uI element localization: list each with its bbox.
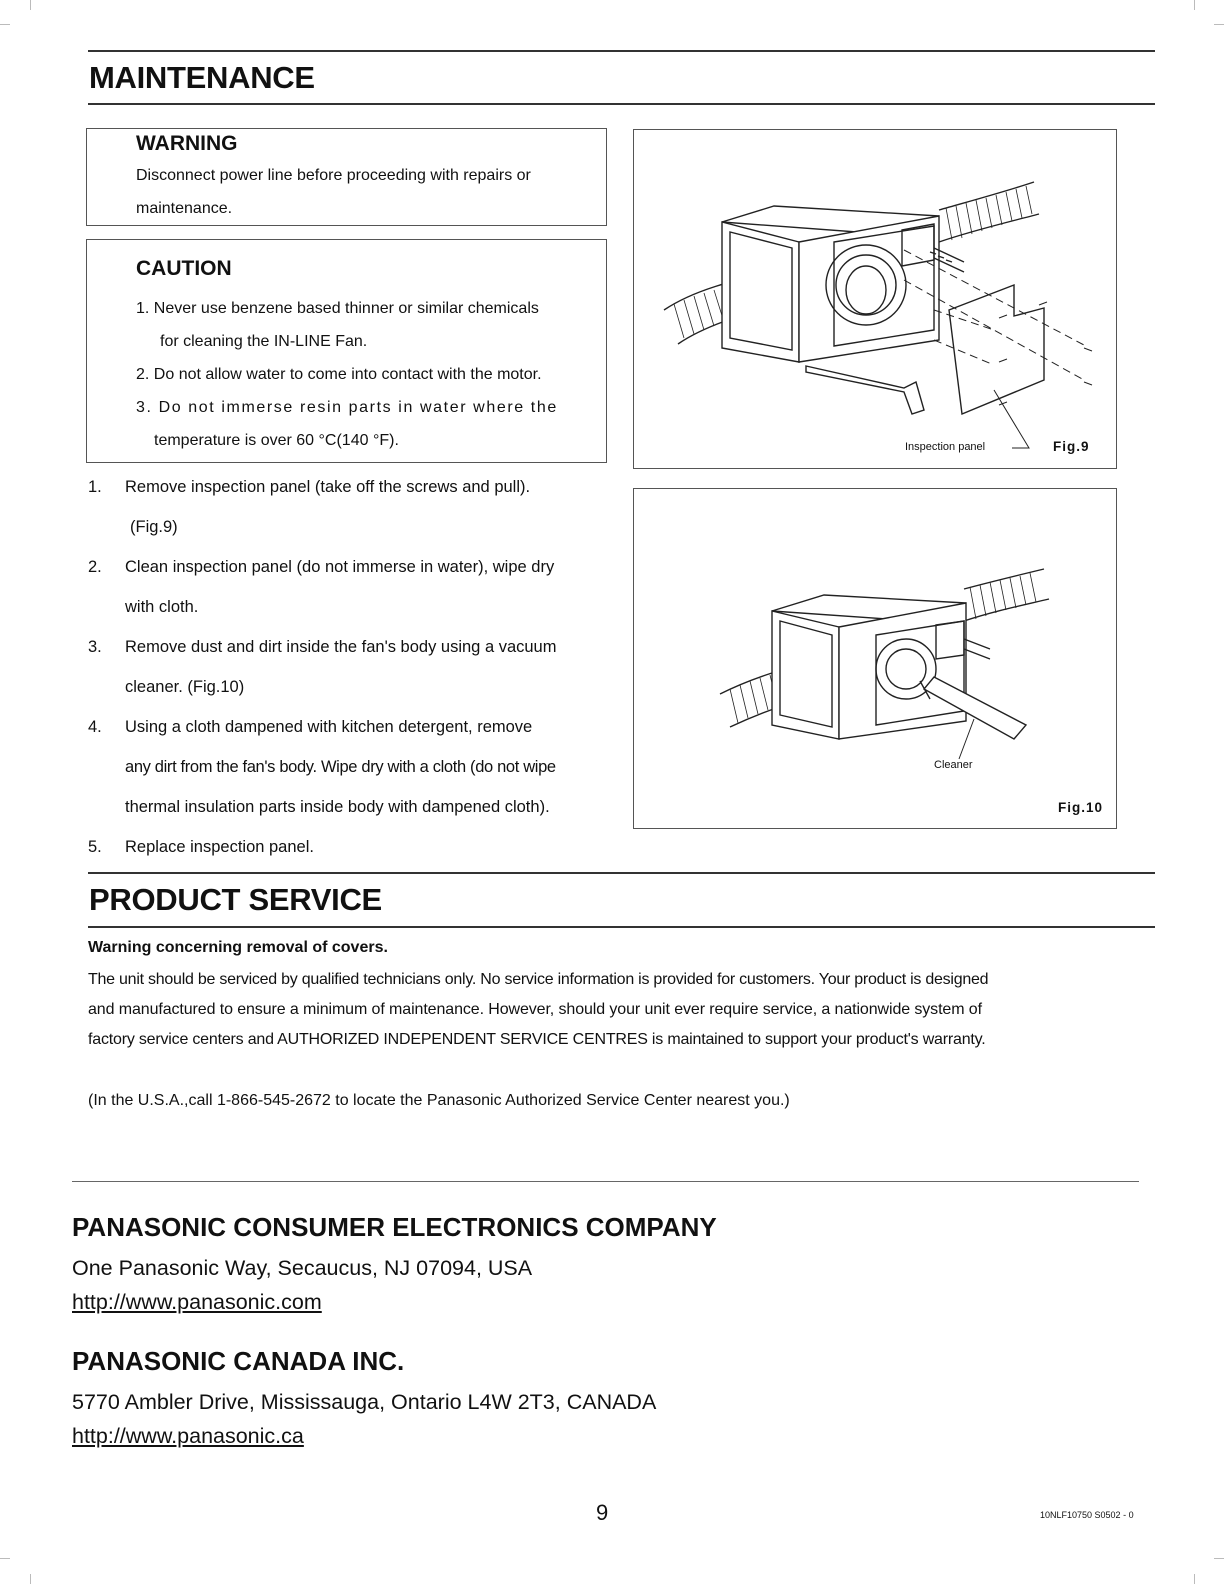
step-text-cont: any dirt from the fan's body. Wipe dry with a cloth (do not wipe <box>125 758 556 776</box>
step-text: Clean inspection panel (do not immerse in water), wipe dry <box>125 558 555 576</box>
maintenance-step <box>88 467 618 547</box>
fan-vacuum-cleaning-illustration <box>634 489 1116 828</box>
caution-title: CAUTION <box>136 257 232 280</box>
step-number: 3. <box>88 638 102 656</box>
section-rule-top <box>88 50 1155 52</box>
usa-service-note: (In the U.S.A.,call 1-866-545-2672 to locate the Panasonic Authorized Service Center nearest you.) <box>88 1092 790 1109</box>
figure-9 <box>633 129 1117 469</box>
step-text: Replace inspection panel. <box>125 838 314 856</box>
product-service-title: PRODUCT SERVICE <box>89 882 382 917</box>
figure-9-label: Fig.9 <box>1053 439 1090 454</box>
crop-mark <box>1194 1574 1195 1584</box>
step-text-cont: (Fig.9) <box>130 518 178 536</box>
step-number: 5. <box>88 838 102 856</box>
step-number: 1. <box>88 478 102 496</box>
company-address: One Panasonic Way, Secaucus, NJ 07094, USA <box>72 1256 533 1280</box>
caution-item-1: 1. Never use benzene based thinner or similar chemicals <box>136 300 539 317</box>
service-paragraph-line: factory service centers and AUTHORIZED INDEPENDENT SERVICE CENTRES is maintained to support your product's warranty. <box>88 1031 986 1048</box>
warning-box <box>86 128 607 226</box>
maintenance-title: MAINTENANCE <box>89 60 315 95</box>
figure-10-label: Fig.10 <box>1058 800 1104 815</box>
maintenance-step <box>88 827 618 867</box>
step-text: Using a cloth dampened with kitchen detergent, remove <box>125 718 533 736</box>
step-text: Remove dust and dirt inside the fan's body using a vacuum <box>125 638 557 656</box>
crop-mark <box>1214 24 1224 25</box>
crop-mark <box>0 1558 10 1559</box>
caution-item-3: 3. Do not immerse resin parts in water where the <box>136 399 558 416</box>
page-number: 9 <box>596 1500 609 1525</box>
crop-mark <box>30 0 31 10</box>
maintenance-step <box>88 707 628 827</box>
company-website-link[interactable]: http://www.panasonic.ca <box>72 1424 304 1448</box>
service-subtitle: Warning concerning removal of covers. <box>88 939 388 956</box>
service-paragraph-line: and manufactured to ensure a minimum of maintenance. However, should your unit ever require service, a nationwide system of <box>88 1001 982 1018</box>
crop-mark <box>1214 1558 1224 1559</box>
warning-title: WARNING <box>136 132 238 155</box>
figure-10 <box>633 488 1117 829</box>
step-text-cont: cleaner. (Fig.10) <box>125 678 245 696</box>
maintenance-step <box>88 627 618 707</box>
inspection-panel-callout: Inspection panel <box>905 441 986 453</box>
maintenance-step <box>88 547 618 627</box>
section-rule-bottom <box>88 926 1155 928</box>
document-code: 10NLF10750 S0502 - 0 <box>1040 1510 1134 1520</box>
crop-mark <box>30 1574 31 1584</box>
service-paragraph-line: The unit should be serviced by qualified technicians only. No service information is provided for customers. Your product is designed <box>88 971 989 988</box>
caution-item-1-cont: for cleaning the IN-LINE Fan. <box>160 333 368 350</box>
warning-text-line2: maintenance. <box>136 200 233 217</box>
fan-inspection-panel-illustration <box>634 130 1116 468</box>
section-rule-bottom <box>88 103 1155 105</box>
company-name: PANASONIC CONSUMER ELECTRONICS COMPANY <box>72 1212 717 1242</box>
company-address: 5770 Ambler Drive, Mississauga, Ontario L4W 2T3, CANADA <box>72 1390 657 1414</box>
caution-item-2: 2. Do not allow water to come into contact with the motor. <box>136 366 542 383</box>
step-text-cont: with cloth. <box>125 598 199 616</box>
company-divider <box>72 1181 1139 1182</box>
step-text: Remove inspection panel (take off the screws and pull). <box>125 478 531 496</box>
step-number: 2. <box>88 558 102 576</box>
warning-text-line1: Disconnect power line before proceeding with repairs or <box>136 167 531 184</box>
caution-item-3-cont: temperature is over 60 °C(140 °F). <box>154 432 399 449</box>
company-name: PANASONIC CANADA INC. <box>72 1346 405 1376</box>
crop-mark <box>0 24 10 25</box>
step-text-cont: thermal insulation parts inside body with dampened cloth). <box>125 798 550 816</box>
crop-mark <box>1194 0 1195 10</box>
company-website-link[interactable]: http://www.panasonic.com <box>72 1290 322 1314</box>
step-number: 4. <box>88 718 102 736</box>
cleaner-callout: Cleaner <box>934 759 973 771</box>
caution-box <box>86 239 607 463</box>
section-rule-top <box>88 872 1155 874</box>
